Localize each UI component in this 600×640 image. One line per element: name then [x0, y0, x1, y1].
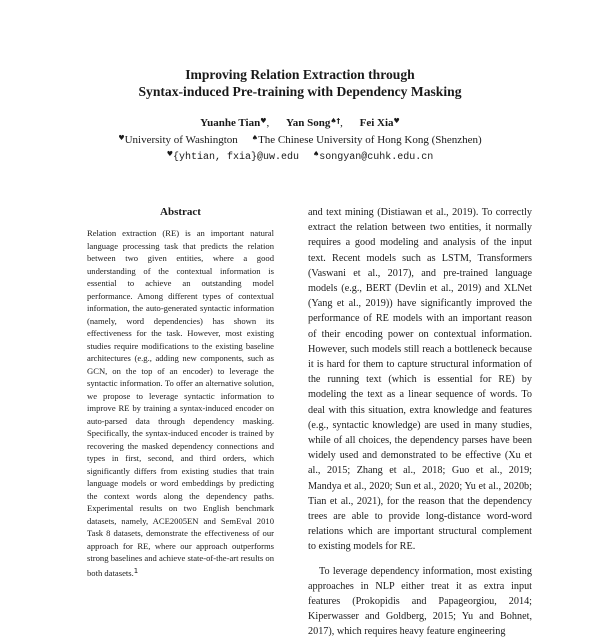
- heart-marker: ♥: [166, 150, 173, 158]
- dagger-marker: †: [336, 117, 341, 125]
- author-2: Yan Song♠†: [286, 117, 341, 129]
- spade-marker: ♠: [330, 117, 337, 125]
- heart-marker: ♥: [393, 117, 400, 125]
- affiliation-uw: University of Washington: [124, 134, 238, 146]
- abstract-column: [87, 205, 274, 579]
- paper-title: [40, 66, 560, 100]
- body-paragraph-1: and text mining (Distiawan et al., 2019). To correctly extract the relation between two entities, it normally requires a good modeling and analysis of the input text. Recent models such as LSTM, Transformers (Vaswani et al., 2017), and pre-trained language models (e.g., BERT (Devlin et al., 2019) and XLNet (Yang et al., 2019)) have significantly improved the performance of RE models with an important reason of their encoding power on contextual information. However, such models still reach a bottleneck because it is hard for them to capture structural information of the running text (which is essential for RE) by modeling the text as a linear sequence of words. To deal with this situation, extra knowledge and features (e.g., syntactic knowledge) are used in many studies, while of all choices, the dependency parses have been widely used and demonstrated to be effective (Xu et al., 2015; Zhang et al., 2018; Guo et al., 2019; Mandya et al., 2020; Sun et al., 2020; Yu et al., 2020b; Tian et al., 2021), for the reason that the dependency trees are able to provide long-distance word-word relations which are important structural complement to existing models for RE.: [308, 207, 532, 553]
- abstract-text: Relation extraction (RE) is an important natural language processing task that predicts the relation between two given entities, where a good understanding of the contextual information is essential to achieve an outstanding model performance. Among different types of contextual information, the auto-generated syntactic information (namely, word dependencies) has shown its effectiveness for the task. However, most existing studies require modifications to the existing baseline architectures (e.g., adding new components, such as GCN, on the top of an encoder) to leverage the syntactic information. To offer an alternative solution, we propose to leverage syntactic information to improve RE by training a syntax-induced encoder on auto-parsed data through dependency masking. Specifically, the syntax-induced encoder is trained by recovering the masked dependency connections and types in first, second, and third orders, which significantly differs from existing studies that train language models or word embeddings by predicting the context words along the dependency paths. Experimental results on two English benchmark datasets, namely, ACE2005EN and SemEval 2010 Task 8 datasets, demonstrate the effectiveness of our approach for RE, where our approach outperforms strong baselines and achieve state-of-the-art results on both datasets.$^1$: [87, 228, 274, 578]
- body-paragraph-2: To leverage dependency information, most existing approaches in NLP either treat it as extra input features (Prokopidis and Papageorgiou, 2014; Kiperwasser and Goldberg, 2015; Yu and Bohnet, 2017), which requires heavy feature engineering: [308, 565, 532, 638]
- affiliation-cuhk: The Chinese University of Hong Kong (Shenzhen): [258, 134, 482, 146]
- author-list: Yuanhe Tian♥, Yan Song♠†, Fei Xia♥: [200, 117, 400, 129]
- email-uw: {yhtian, fxia}@uw.edu: [172, 152, 299, 163]
- heart-marker: ♥: [118, 134, 125, 142]
- emails: [40, 147, 560, 165]
- title-line-2: Syntax-induced Pre-training with Dependency Masking: [138, 84, 462, 99]
- email-cuhk: songyan@cuhk.edu.cn: [319, 152, 434, 163]
- spade-marker: ♠: [313, 150, 320, 158]
- affiliations: [40, 131, 560, 148]
- spade-marker: ♠: [251, 134, 259, 142]
- abstract-heading: Abstract: [160, 206, 201, 218]
- body-column: [308, 205, 532, 640]
- author-1: Yuanhe Tian♥: [200, 117, 267, 129]
- author-3: Fei Xia♥: [359, 117, 400, 129]
- footnote-mark: 1: [133, 566, 139, 575]
- heart-marker: ♥: [260, 117, 267, 125]
- title-line-1: Improving Relation Extraction through: [185, 67, 415, 82]
